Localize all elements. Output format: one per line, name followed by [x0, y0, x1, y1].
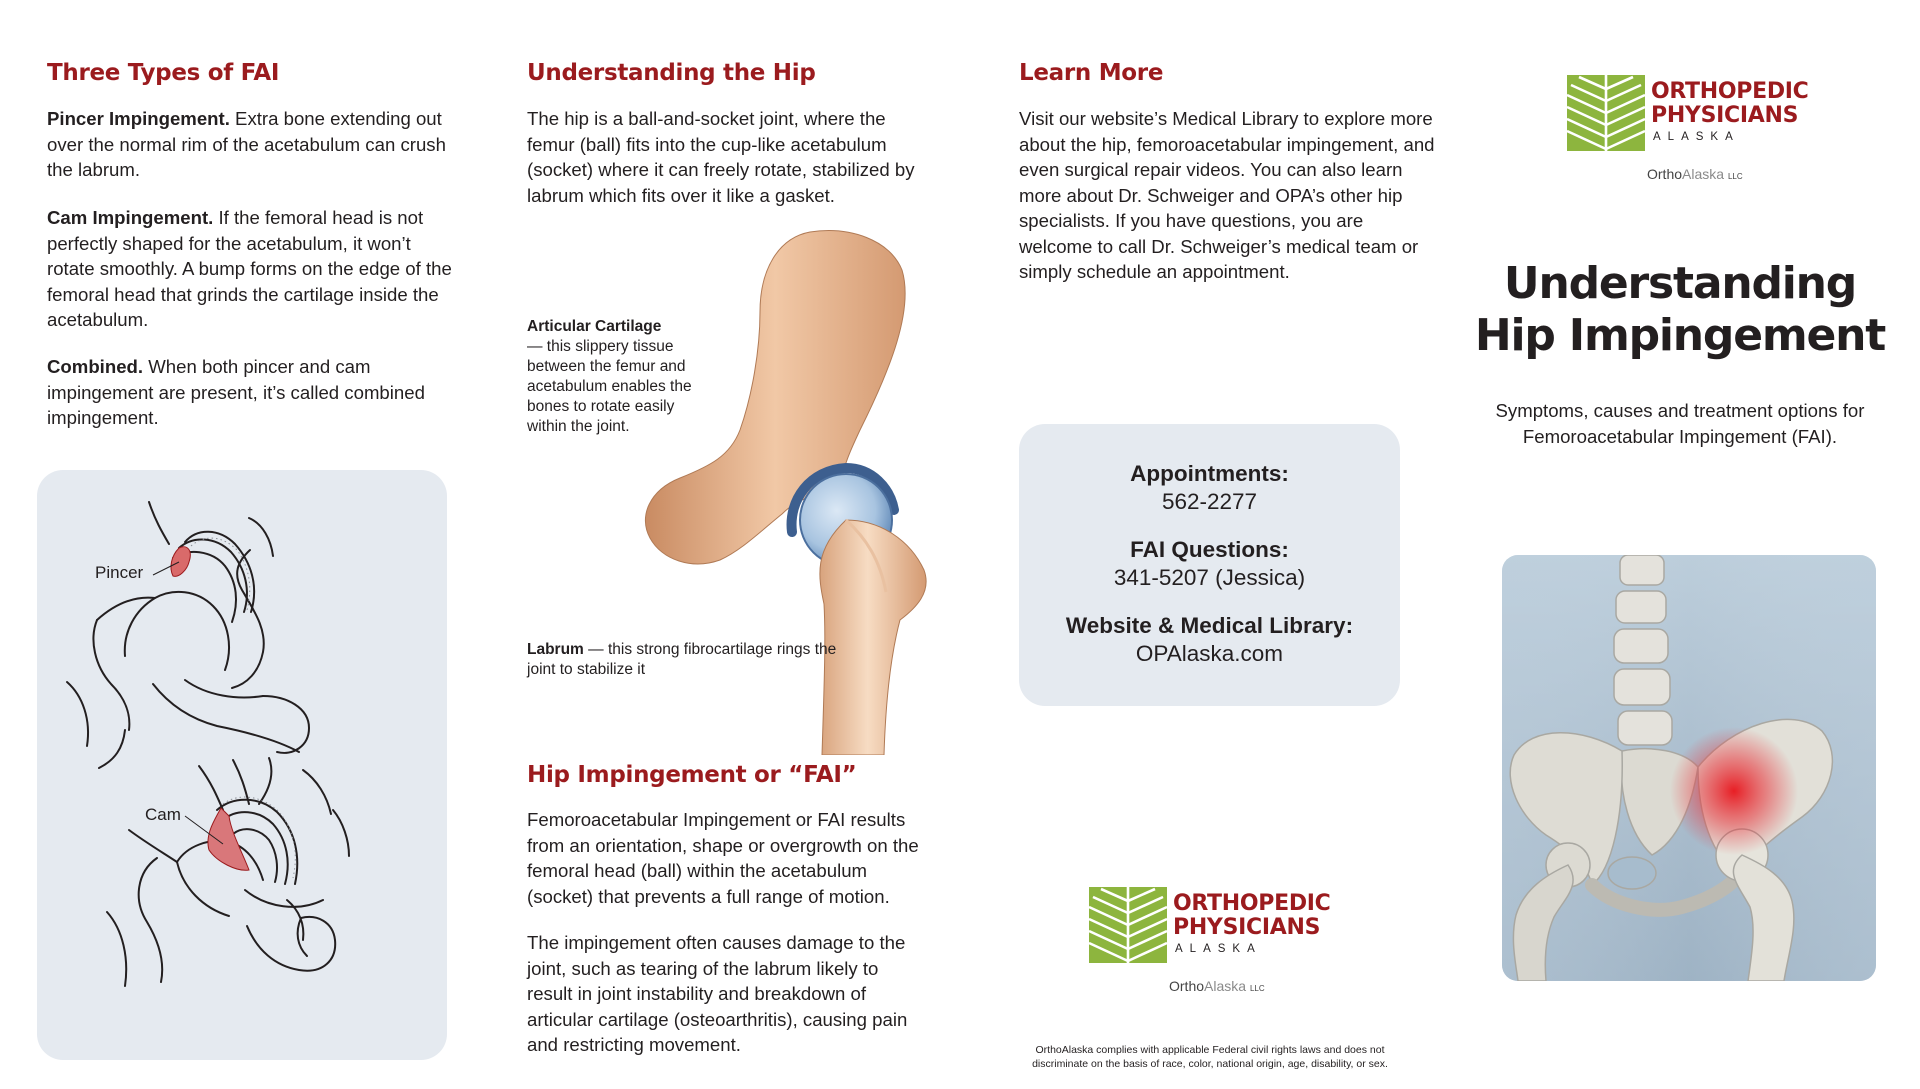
opa-logo-bottom — [1089, 887, 1339, 1002]
orthoalaska-wordmark — [1169, 978, 1265, 994]
alaska-text: Alaska — [1204, 978, 1247, 994]
appointments-phone[interactable]: 562-2277 — [1161, 489, 1258, 514]
website-label: Website & Medical Library: — [1065, 613, 1354, 638]
learn-more-text: Visit our website’s Medical Library to explore more about the hip, femoroacetabular impingement, and even surgical repair videos. You can also learn more about Dr. Schweiger and OPA’s other hip specialists. If you have questions, you are welcome to call Dr. Schweiger’s medical team or simply schedule an appointment. — [1019, 108, 1435, 282]
fai-types-illustration — [37, 470, 447, 1060]
panel-three-types — [0, 0, 480, 1089]
panel-learn-more — [960, 0, 1440, 1089]
logo-text-physicians: PHYSICIANS — [1651, 103, 1799, 128]
fai-questions-label: FAI Questions: — [1130, 537, 1289, 562]
leaf-logo-icon — [1567, 75, 1645, 151]
pincer-text: Extra bone extending out over the normal rim of the acetabulum can crush the labrum. — [47, 108, 446, 180]
hip-intro-text: The hip is a ball-and-socket joint, where the femur (ball) fits into the cup-like acetabulum (socket) where it can freely rotate, stabilized by labrum which fits over it like a gasket. — [527, 108, 915, 206]
leaf-logo-icon — [1089, 887, 1167, 963]
labrum-term: Labrum — [527, 641, 584, 658]
logo-text-physicians: PHYSICIANS — [1173, 915, 1321, 940]
pain-glow — [1670, 727, 1798, 855]
orthoalaska-wordmark — [1647, 166, 1743, 182]
opa-logo-top — [1567, 75, 1817, 190]
learn-more-heading: Learn More — [1019, 60, 1164, 86]
logo-text-orthopedic: ORTHOPEDIC — [1173, 891, 1331, 916]
ortho-text: Ortho — [1169, 978, 1205, 994]
appointments-label: Appointments: — [1130, 461, 1289, 486]
understanding-hip-heading: Understanding the Hip — [527, 60, 816, 86]
nondiscrimination-notice: OrthoAlaska complies with applicable Federal civil rights laws and does not discriminate on the basis of race, color, national origin, age, disability, or sex. — [1032, 1044, 1388, 1070]
pincer-label: Pincer — [95, 563, 144, 582]
three-types-heading: Three Types of FAI — [47, 60, 280, 86]
brochure-title — [1440, 258, 1920, 362]
subtitle-line-2: Femoroacetabular Impingement (FAI). — [1522, 425, 1838, 447]
combined-term: Combined. — [47, 356, 144, 377]
website-link[interactable]: OPAlaska.com — [1135, 641, 1284, 666]
cartilage-text: — this slippery tissue between the femur and acetabulum enables the bones to rotate easily within the joint. — [527, 338, 692, 435]
logo-text-orthopedic: ORTHOPEDIC — [1651, 79, 1809, 104]
brochure-subtitle — [1440, 398, 1920, 449]
llc-text: LLC — [1727, 172, 1743, 181]
pincer-lesion — [171, 547, 190, 577]
title-line-2: Hip Impingement — [1474, 310, 1886, 361]
alaska-text: Alaska — [1682, 166, 1725, 182]
title-line-1: Understanding — [1503, 258, 1857, 309]
cam-label: Cam — [145, 805, 181, 824]
hip-line-drawings — [37, 470, 447, 1060]
fai-damage-text: The impingement often causes damage to the joint, such as tearing of the labrum likely to result in joint instability and breakdown of articular cartilage (osteoarthritis), causing pain and restricting movement. — [527, 932, 908, 1055]
cam-paragraph — [47, 205, 457, 333]
combined-paragraph — [47, 354, 447, 431]
cam-lesion — [208, 808, 249, 870]
panel-understanding-hip — [480, 0, 960, 1089]
subtitle-line-1: Symptoms, causes and treatment options for — [1495, 400, 1865, 421]
llc-text: LLC — [1249, 984, 1265, 993]
ortho-text: Ortho — [1647, 166, 1683, 182]
fai-questions-phone[interactable]: 341-5207 (Jessica) — [1113, 565, 1306, 590]
fai-heading: Hip Impingement or “FAI” — [527, 762, 857, 788]
panel-cover — [1440, 0, 1920, 1089]
labrum-text: — this strong fibrocartilage rings the joint to stabilize it — [527, 641, 837, 678]
pelvis-skeleton-graphic — [1502, 555, 1876, 981]
fai-definition-text: Femoroacetabular Impingement or FAI results from an orientation, shape or overgrowth on the femoral head (ball) within the acetabulum (socket) that prevents a full range of motion. — [527, 809, 919, 907]
pincer-term: Pincer Impingement. — [47, 108, 230, 129]
logo-text-alaska: ALASKA — [1175, 943, 1262, 955]
cartilage-term: Articular Cartilage — [527, 318, 662, 335]
contact-info-box — [1019, 424, 1400, 706]
pelvis-pain-image — [1502, 555, 1876, 981]
cam-term: Cam Impingement. — [47, 207, 214, 228]
combined-text: When both pincer and cam impingement are present, it’s called combined impingement. — [47, 356, 425, 428]
cartilage-annotation — [527, 317, 702, 437]
cam-text: If the femoral head is not perfectly shaped for the acetabulum, it won’t rotate smoothly. A bump forms on the edge of the femoral head that grinds the cartilage inside the acetabulum. — [47, 207, 452, 330]
labrum-annotation — [527, 640, 837, 680]
pincer-paragraph — [47, 106, 447, 183]
logo-text-alaska: ALASKA — [1653, 131, 1740, 143]
